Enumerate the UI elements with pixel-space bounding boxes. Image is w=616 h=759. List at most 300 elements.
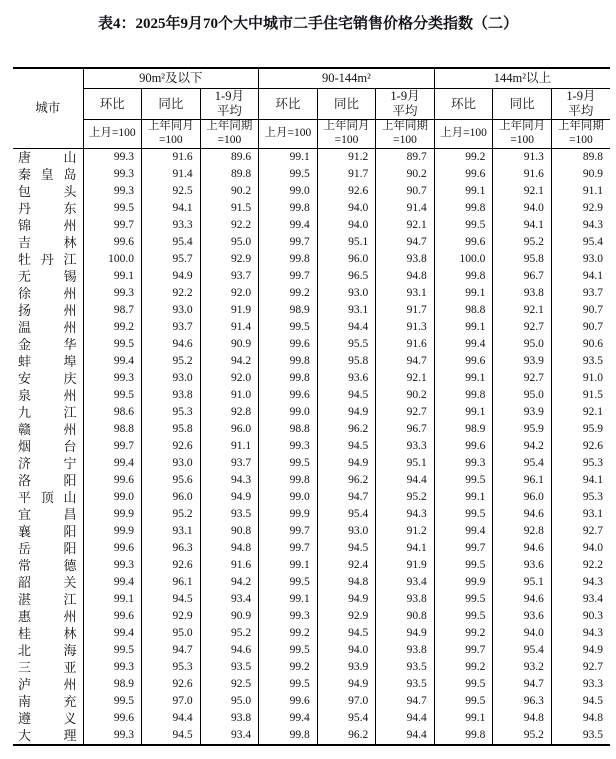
index-value-cell: 95.0 — [142, 625, 201, 642]
index-value-cell: 91.2 — [376, 523, 435, 540]
index-value-cell: 94.6 — [142, 336, 201, 353]
table-row — [13, 268, 610, 285]
city-name-cell — [13, 217, 83, 234]
index-value-cell: 94.1 — [551, 472, 610, 489]
city-name: 襄阳 — [18, 524, 77, 539]
index-value-cell: 99.3 — [259, 608, 318, 625]
index-value-cell: 99.5 — [434, 693, 493, 710]
index-value-cell: 94.3 — [551, 574, 610, 591]
city-name: 三亚 — [18, 660, 77, 675]
index-value-cell: 96.2 — [317, 472, 376, 489]
index-value-cell: 93.6 — [493, 608, 552, 625]
index-value-cell: 99.4 — [83, 353, 142, 370]
table-row — [13, 302, 610, 319]
index-value-cell: 96.3 — [142, 540, 201, 557]
index-value-cell: 93.7 — [551, 285, 610, 302]
index-value-cell: 94.2 — [493, 438, 552, 455]
subheader-yoy: 同比 — [142, 89, 201, 120]
index-value-cell: 98.7 — [83, 302, 142, 319]
index-value-cell: 94.9 — [551, 642, 610, 659]
index-value-cell: 91.5 — [200, 200, 259, 217]
city-name: 丹东 — [18, 201, 77, 216]
index-value-cell: 99.5 — [434, 591, 493, 608]
index-value-cell: 94.0 — [551, 540, 610, 557]
index-value-cell: 93.8 — [376, 591, 435, 608]
index-value-cell: 94.9 — [200, 489, 259, 506]
table-row — [13, 472, 610, 489]
index-value-cell: 92.0 — [200, 370, 259, 387]
city-name: 岳阳 — [18, 541, 77, 556]
index-value-cell: 99.2 — [259, 659, 318, 676]
index-value-cell: 94.3 — [551, 217, 610, 234]
index-value-cell: 99.8 — [259, 370, 318, 387]
index-value-cell: 99.5 — [434, 217, 493, 234]
index-value-cell: 93.1 — [551, 506, 610, 523]
city-name: 九江 — [18, 405, 77, 420]
index-value-cell: 99.1 — [83, 591, 142, 608]
index-value-cell: 96.0 — [493, 489, 552, 506]
index-value-cell: 90.7 — [551, 302, 610, 319]
city-name: 济宁 — [18, 456, 77, 471]
city-name: 洛阳 — [18, 473, 77, 488]
index-value-cell: 93.7 — [142, 319, 201, 336]
city-name: 安庆 — [18, 371, 77, 386]
index-value-cell: 99.6 — [434, 353, 493, 370]
index-value-cell: 95.9 — [493, 421, 552, 438]
city-name-cell — [13, 574, 83, 591]
index-value-cell: 95.4 — [317, 710, 376, 727]
base-same-month-last-year: 上年同月 =100 — [493, 120, 552, 149]
index-value-cell: 96.7 — [493, 268, 552, 285]
index-value-cell: 92.2 — [142, 285, 201, 302]
index-value-cell: 99.9 — [83, 523, 142, 540]
index-value-cell: 99.2 — [434, 625, 493, 642]
index-value-cell: 95.5 — [317, 336, 376, 353]
index-value-cell: 93.9 — [493, 404, 552, 421]
index-value-cell: 99.5 — [83, 200, 142, 217]
table-row — [13, 557, 610, 574]
index-value-cell: 99.0 — [259, 404, 318, 421]
index-value-cell: 99.2 — [259, 285, 318, 302]
city-name: 南充 — [18, 694, 77, 709]
index-value-cell: 94.7 — [376, 693, 435, 710]
header-row-groups — [13, 68, 610, 89]
index-value-cell: 92.1 — [376, 217, 435, 234]
city-name-cell — [13, 625, 83, 642]
index-value-cell: 99.3 — [83, 183, 142, 200]
index-value-cell: 92.7 — [551, 523, 610, 540]
table-row — [13, 676, 610, 693]
index-value-cell: 99.3 — [83, 285, 142, 302]
index-value-cell: 92.4 — [317, 557, 376, 574]
header-row-measures — [13, 89, 610, 120]
index-value-cell: 92.6 — [551, 438, 610, 455]
table-row — [13, 149, 610, 167]
index-value-cell: 93.7 — [200, 455, 259, 472]
index-value-cell: 90.7 — [551, 319, 610, 336]
index-value-cell: 99.4 — [83, 455, 142, 472]
index-value-cell: 95.1 — [317, 234, 376, 251]
index-value-cell: 99.6 — [83, 540, 142, 557]
city-name-cell — [13, 523, 83, 540]
index-value-cell: 94.0 — [493, 200, 552, 217]
index-value-cell: 99.1 — [259, 591, 318, 608]
city-name: 北海 — [18, 643, 77, 658]
index-value-cell: 93.9 — [317, 659, 376, 676]
index-value-cell: 99.8 — [259, 200, 318, 217]
table-row — [13, 625, 610, 642]
index-value-cell: 92.1 — [551, 404, 610, 421]
index-value-cell: 95.2 — [200, 625, 259, 642]
index-value-cell: 93.5 — [200, 506, 259, 523]
index-value-cell: 97.0 — [317, 693, 376, 710]
index-value-cell: 91.9 — [376, 557, 435, 574]
index-value-cell: 90.7 — [376, 183, 435, 200]
index-value-cell: 94.9 — [317, 676, 376, 693]
index-value-cell: 90.8 — [200, 523, 259, 540]
city-name: 宜昌 — [18, 507, 77, 522]
index-value-cell: 98.8 — [434, 302, 493, 319]
base-prev-month: 上月=100 — [434, 120, 493, 149]
index-value-cell: 94.9 — [142, 268, 201, 285]
index-value-cell: 93.1 — [376, 285, 435, 302]
index-value-cell: 99.7 — [83, 217, 142, 234]
index-value-cell: 94.9 — [317, 455, 376, 472]
city-name: 大理 — [18, 728, 77, 743]
city-name: 遵义 — [18, 711, 77, 726]
index-value-cell: 99.5 — [434, 608, 493, 625]
index-value-cell: 99.6 — [434, 438, 493, 455]
index-value-cell: 95.1 — [376, 455, 435, 472]
index-value-cell: 99.8 — [259, 251, 318, 268]
index-value-cell: 96.0 — [200, 421, 259, 438]
index-value-cell: 95.8 — [142, 421, 201, 438]
table-row — [13, 489, 610, 506]
table-row — [13, 251, 610, 268]
index-value-cell: 99.1 — [259, 149, 318, 167]
index-value-cell: 99.1 — [434, 370, 493, 387]
index-value-cell: 94.7 — [376, 353, 435, 370]
index-value-cell: 99.5 — [259, 676, 318, 693]
table-row — [13, 234, 610, 251]
index-value-cell: 93.6 — [493, 557, 552, 574]
city-name: 泸州 — [18, 677, 77, 692]
city-name-cell — [13, 336, 83, 353]
city-name: 烟台 — [18, 439, 77, 454]
city-name: 无锡 — [18, 269, 77, 284]
index-value-cell: 94.8 — [317, 574, 376, 591]
index-value-cell: 99.5 — [83, 336, 142, 353]
table-row — [13, 166, 610, 183]
index-value-cell: 92.5 — [200, 676, 259, 693]
base-prev-month: 上月=100 — [259, 120, 318, 149]
city-name-cell — [13, 557, 83, 574]
index-value-cell: 94.4 — [376, 727, 435, 745]
city-name-cell — [13, 642, 83, 659]
index-value-cell: 95.2 — [493, 727, 552, 745]
base-same-period-last-year: 上年同期 =100 — [551, 120, 610, 149]
index-value-cell: 99.4 — [259, 217, 318, 234]
index-value-cell: 95.4 — [493, 455, 552, 472]
index-value-cell: 93.5 — [551, 727, 610, 745]
city-name-cell — [13, 404, 83, 421]
city-name-cell — [13, 472, 83, 489]
city-name: 锦州 — [18, 218, 77, 233]
index-value-cell: 99.2 — [434, 659, 493, 676]
subheader-mom: 环比 — [83, 89, 142, 120]
city-name: 泉州 — [18, 388, 77, 403]
index-value-cell: 99.5 — [259, 642, 318, 659]
index-value-cell: 99.3 — [83, 166, 142, 183]
group-header-90-and-below: 90m²及以下 — [83, 68, 259, 89]
city-name-cell — [13, 676, 83, 693]
index-value-cell: 98.8 — [259, 421, 318, 438]
index-value-cell: 99.8 — [434, 200, 493, 217]
index-value-cell: 93.4 — [200, 591, 259, 608]
city-name-cell — [13, 234, 83, 251]
index-value-cell: 94.5 — [142, 727, 201, 745]
index-value-cell: 99.7 — [83, 438, 142, 455]
index-value-cell: 99.7 — [259, 523, 318, 540]
index-value-cell: 99.7 — [259, 234, 318, 251]
index-value-cell: 94.6 — [493, 506, 552, 523]
index-value-cell: 93.5 — [376, 659, 435, 676]
index-value-cell: 94.4 — [142, 710, 201, 727]
index-value-cell: 94.8 — [551, 710, 610, 727]
index-value-cell: 99.6 — [259, 336, 318, 353]
index-value-cell: 99.1 — [434, 285, 493, 302]
index-value-cell: 99.3 — [434, 455, 493, 472]
index-value-cell: 92.1 — [493, 183, 552, 200]
city-name: 桂林 — [18, 626, 77, 641]
table-row — [13, 200, 610, 217]
city-name-cell — [13, 285, 83, 302]
city-name: 唐山 — [18, 150, 77, 165]
index-value-cell: 95.0 — [200, 234, 259, 251]
index-value-cell: 93.4 — [551, 591, 610, 608]
index-value-cell: 99.3 — [83, 659, 142, 676]
index-value-cell: 99.3 — [259, 438, 318, 455]
table-row — [13, 370, 610, 387]
index-value-cell: 93.5 — [551, 353, 610, 370]
index-value-cell: 96.2 — [317, 421, 376, 438]
city-name-cell — [13, 353, 83, 370]
index-value-cell: 92.9 — [142, 608, 201, 625]
index-value-cell: 99.9 — [259, 506, 318, 523]
index-value-cell: 96.7 — [376, 421, 435, 438]
city-name-cell — [13, 387, 83, 404]
index-value-cell: 90.9 — [200, 608, 259, 625]
index-value-cell: 96.5 — [317, 268, 376, 285]
index-value-cell: 96.0 — [317, 251, 376, 268]
city-name: 徐州 — [18, 286, 77, 301]
table-body — [13, 149, 610, 746]
index-value-cell: 95.9 — [551, 421, 610, 438]
city-name: 湛江 — [18, 592, 77, 607]
index-value-cell: 91.1 — [200, 438, 259, 455]
index-value-cell: 95.4 — [142, 234, 201, 251]
city-name: 蚌埠 — [18, 354, 77, 369]
index-value-cell: 99.7 — [259, 268, 318, 285]
table-row — [13, 710, 610, 727]
index-value-cell: 99.5 — [259, 574, 318, 591]
index-value-cell: 95.4 — [551, 234, 610, 251]
index-value-cell: 97.0 — [142, 693, 201, 710]
index-value-cell: 91.3 — [493, 149, 552, 167]
index-value-cell: 91.3 — [376, 319, 435, 336]
table-row — [13, 574, 610, 591]
city-name: 牡丹江 — [18, 252, 77, 267]
index-value-cell: 93.0 — [551, 251, 610, 268]
index-value-cell: 90.8 — [376, 608, 435, 625]
index-value-cell: 95.0 — [493, 387, 552, 404]
index-value-cell: 94.1 — [551, 268, 610, 285]
index-value-cell: 95.3 — [142, 404, 201, 421]
index-value-cell: 94.0 — [493, 625, 552, 642]
index-value-cell: 94.0 — [317, 200, 376, 217]
index-value-cell: 99.7 — [434, 540, 493, 557]
index-value-cell: 92.6 — [142, 438, 201, 455]
index-value-cell: 90.2 — [376, 166, 435, 183]
city-name-cell — [13, 727, 83, 745]
city-name: 扬州 — [18, 303, 77, 318]
base-same-month-last-year: 上年同月 =100 — [317, 120, 376, 149]
index-value-cell: 95.0 — [200, 693, 259, 710]
index-value-cell: 92.7 — [493, 370, 552, 387]
index-value-cell: 94.8 — [493, 710, 552, 727]
index-value-cell: 99.5 — [259, 319, 318, 336]
index-value-cell: 99.1 — [434, 489, 493, 506]
index-value-cell: 94.2 — [200, 574, 259, 591]
index-value-cell: 91.4 — [376, 200, 435, 217]
index-value-cell: 92.9 — [317, 608, 376, 625]
index-value-cell: 94.9 — [317, 591, 376, 608]
index-value-cell: 99.5 — [83, 693, 142, 710]
index-value-cell: 93.4 — [200, 727, 259, 745]
index-value-cell: 99.8 — [434, 387, 493, 404]
index-value-cell: 98.8 — [83, 421, 142, 438]
index-value-cell: 94.1 — [376, 540, 435, 557]
index-value-cell: 100.0 — [434, 251, 493, 268]
index-value-cell: 92.7 — [376, 404, 435, 421]
index-value-cell: 94.7 — [317, 489, 376, 506]
index-value-cell: 98.6 — [83, 404, 142, 421]
city-name: 常德 — [18, 558, 77, 573]
table-row — [13, 183, 610, 200]
index-value-cell: 93.8 — [493, 285, 552, 302]
city-name-cell — [13, 370, 83, 387]
index-value-cell: 91.7 — [317, 166, 376, 183]
city-name: 包头 — [18, 184, 77, 199]
index-value-cell: 91.6 — [376, 336, 435, 353]
index-value-cell: 99.9 — [83, 506, 142, 523]
city-name: 平顶山 — [18, 490, 77, 505]
index-value-cell: 99.1 — [434, 319, 493, 336]
index-value-cell: 90.9 — [551, 166, 610, 183]
base-prev-month: 上月=100 — [83, 120, 142, 149]
subheader-yoy: 同比 — [493, 89, 552, 120]
index-value-cell: 95.3 — [142, 659, 201, 676]
city-name-cell — [13, 506, 83, 523]
index-value-cell: 94.6 — [200, 642, 259, 659]
subheader-jan-sep-avg: 1-9月 平均 — [200, 89, 259, 120]
index-value-cell: 92.6 — [142, 676, 201, 693]
index-value-cell: 94.7 — [142, 642, 201, 659]
table-row — [13, 455, 610, 472]
index-value-cell: 91.0 — [200, 387, 259, 404]
table-row — [13, 421, 610, 438]
city-name-cell — [13, 166, 83, 183]
index-value-cell: 99.2 — [83, 319, 142, 336]
index-value-cell: 99.6 — [83, 234, 142, 251]
index-value-cell: 93.8 — [376, 642, 435, 659]
table-row — [13, 438, 610, 455]
index-value-cell: 99.9 — [434, 574, 493, 591]
base-same-period-last-year: 上年同期 =100 — [200, 120, 259, 149]
index-value-cell: 95.8 — [493, 251, 552, 268]
table-row — [13, 727, 610, 745]
city-name-cell — [13, 149, 83, 167]
index-value-cell: 98.9 — [83, 676, 142, 693]
header-row-base — [13, 120, 610, 149]
index-value-cell: 95.4 — [493, 642, 552, 659]
index-value-cell: 92.6 — [317, 183, 376, 200]
city-name-cell — [13, 489, 83, 506]
index-value-cell: 94.5 — [317, 625, 376, 642]
table-row — [13, 319, 610, 336]
index-value-cell: 90.6 — [551, 336, 610, 353]
index-value-cell: 94.3 — [200, 472, 259, 489]
index-value-cell: 89.7 — [376, 149, 435, 167]
index-value-cell: 95.2 — [493, 234, 552, 251]
index-value-cell: 99.4 — [83, 625, 142, 642]
index-value-cell: 91.5 — [551, 387, 610, 404]
city-name-cell — [13, 710, 83, 727]
index-value-cell: 95.6 — [142, 472, 201, 489]
index-value-cell: 96.1 — [493, 472, 552, 489]
city-name-cell — [13, 268, 83, 285]
city-name-cell — [13, 319, 83, 336]
price-index-table — [13, 67, 610, 746]
index-value-cell: 93.5 — [376, 676, 435, 693]
index-value-cell: 95.1 — [493, 574, 552, 591]
index-value-cell: 99.6 — [259, 693, 318, 710]
index-value-cell: 91.6 — [142, 149, 201, 167]
index-value-cell: 99.0 — [259, 183, 318, 200]
index-value-cell: 92.8 — [200, 404, 259, 421]
index-value-cell: 99.1 — [434, 183, 493, 200]
index-value-cell: 94.0 — [317, 217, 376, 234]
city-name-cell — [13, 693, 83, 710]
index-value-cell: 99.0 — [83, 489, 142, 506]
subheader-mom: 环比 — [434, 89, 493, 120]
index-value-cell: 99.7 — [259, 540, 318, 557]
index-value-cell: 99.5 — [434, 676, 493, 693]
index-value-cell: 93.0 — [317, 285, 376, 302]
index-value-cell: 94.6 — [493, 540, 552, 557]
index-value-cell: 94.7 — [493, 676, 552, 693]
index-value-cell: 95.7 — [142, 251, 201, 268]
document-page — [0, 14, 616, 759]
index-value-cell: 92.0 — [200, 285, 259, 302]
index-value-cell: 95.2 — [142, 353, 201, 370]
index-value-cell: 99.1 — [259, 557, 318, 574]
subheader-yoy: 同比 — [317, 89, 376, 120]
index-value-cell: 89.8 — [200, 166, 259, 183]
city-name: 赣州 — [18, 422, 77, 437]
group-header-144-and-above: 144m²以上 — [434, 68, 610, 89]
index-value-cell: 99.8 — [259, 353, 318, 370]
